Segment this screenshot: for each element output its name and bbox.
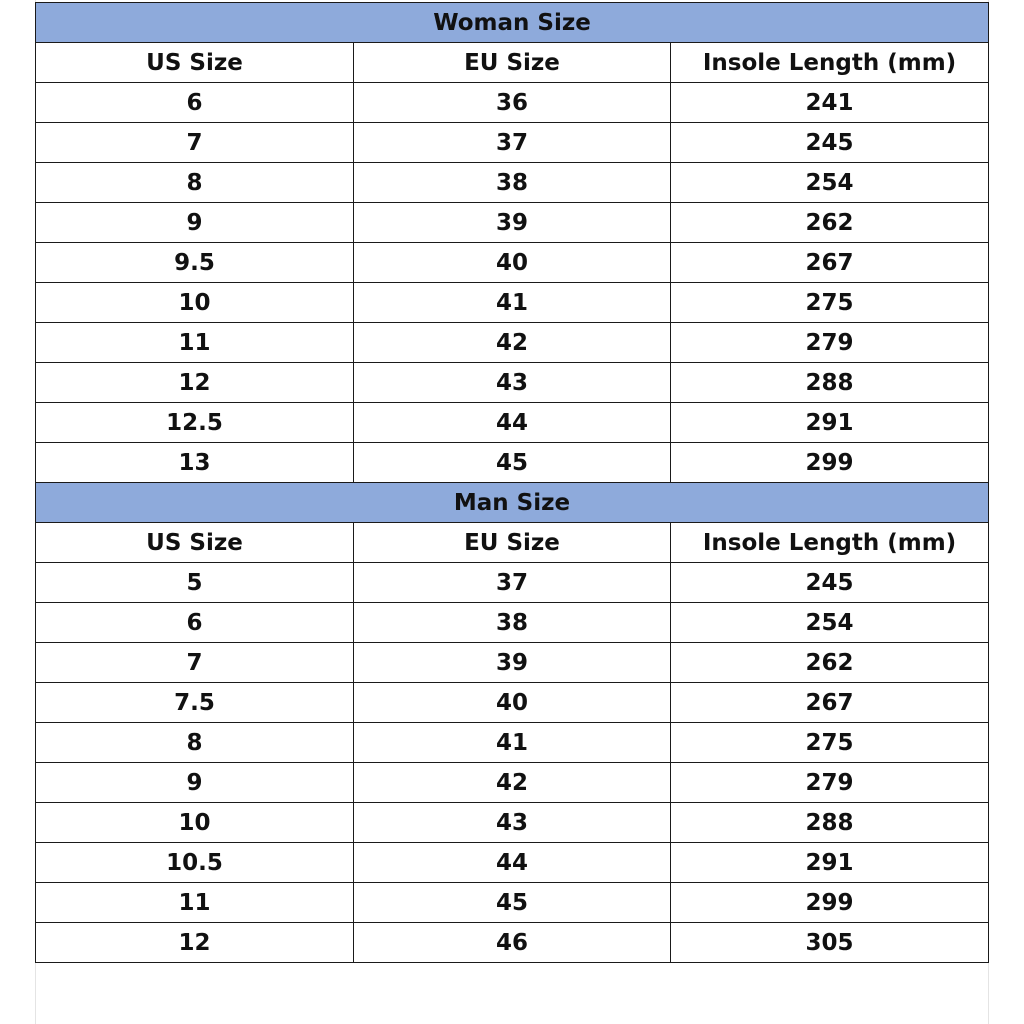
section-header-row <box>36 483 989 523</box>
table-row <box>36 403 989 443</box>
us-size-cell: 12 <box>36 363 354 403</box>
eu-size-cell: 42 <box>354 763 671 803</box>
us-size-cell: 10 <box>36 803 354 843</box>
us-size-cell: 8 <box>36 163 354 203</box>
us-size-cell: 7.5 <box>36 683 354 723</box>
us-size-cell: 10.5 <box>36 843 354 883</box>
us-size-cell: 9.5 <box>36 243 354 283</box>
insole-length-cell: 279 <box>671 323 989 363</box>
insole-length-cell: 254 <box>671 603 989 643</box>
insole-length-cell: 299 <box>671 883 989 923</box>
us-size-cell: 12.5 <box>36 403 354 443</box>
table-row <box>36 123 989 163</box>
eu-size-cell: 37 <box>354 123 671 163</box>
us-size-cell: 10 <box>36 283 354 323</box>
us-size-cell: 5 <box>36 563 354 603</box>
table-row <box>36 363 989 403</box>
column-header-row <box>36 43 989 83</box>
column-header-us-size: US Size <box>36 523 354 563</box>
eu-size-cell: 41 <box>354 723 671 763</box>
insole-length-cell: 245 <box>671 123 989 163</box>
eu-size-cell: 36 <box>354 83 671 123</box>
insole-length-cell: 288 <box>671 363 989 403</box>
table-row <box>36 283 989 323</box>
eu-size-cell: 39 <box>354 203 671 243</box>
insole-length-cell: 275 <box>671 723 989 763</box>
insole-length-cell: 245 <box>671 563 989 603</box>
size-chart-body <box>36 3 989 963</box>
table-row <box>36 443 989 483</box>
section-title: Woman Size <box>36 3 989 43</box>
eu-size-cell: 45 <box>354 443 671 483</box>
insole-length-cell: 262 <box>671 203 989 243</box>
table-row <box>36 683 989 723</box>
insole-length-cell: 267 <box>671 243 989 283</box>
insole-length-cell: 299 <box>671 443 989 483</box>
table-row <box>36 923 989 963</box>
table-row <box>36 243 989 283</box>
eu-size-cell: 40 <box>354 243 671 283</box>
table-row <box>36 163 989 203</box>
insole-length-cell: 275 <box>671 283 989 323</box>
eu-size-cell: 44 <box>354 403 671 443</box>
insole-length-cell: 291 <box>671 843 989 883</box>
column-header-insole-length: Insole Length (mm) <box>671 43 989 83</box>
table-row <box>36 643 989 683</box>
column-header-eu-size: EU Size <box>354 43 671 83</box>
table-row <box>36 323 989 363</box>
eu-size-cell: 37 <box>354 563 671 603</box>
section-title: Man Size <box>36 483 989 523</box>
insole-length-cell: 279 <box>671 763 989 803</box>
eu-size-cell: 38 <box>354 163 671 203</box>
us-size-cell: 7 <box>36 643 354 683</box>
column-header-insole-length: Insole Length (mm) <box>671 523 989 563</box>
eu-size-cell: 44 <box>354 843 671 883</box>
us-size-cell: 13 <box>36 443 354 483</box>
us-size-cell: 11 <box>36 883 354 923</box>
insole-length-cell: 305 <box>671 923 989 963</box>
size-chart-table <box>35 2 989 963</box>
eu-size-cell: 38 <box>354 603 671 643</box>
insole-length-cell: 288 <box>671 803 989 843</box>
us-size-cell: 9 <box>36 763 354 803</box>
eu-size-cell: 41 <box>354 283 671 323</box>
eu-size-cell: 42 <box>354 323 671 363</box>
insole-length-cell: 241 <box>671 83 989 123</box>
eu-size-cell: 40 <box>354 683 671 723</box>
table-row <box>36 563 989 603</box>
table-row <box>36 203 989 243</box>
table-row <box>36 883 989 923</box>
eu-size-cell: 43 <box>354 363 671 403</box>
column-header-row <box>36 523 989 563</box>
us-size-cell: 9 <box>36 203 354 243</box>
us-size-cell: 11 <box>36 323 354 363</box>
us-size-cell: 12 <box>36 923 354 963</box>
column-header-eu-size: EU Size <box>354 523 671 563</box>
insole-length-cell: 267 <box>671 683 989 723</box>
insole-length-cell: 262 <box>671 643 989 683</box>
table-row <box>36 763 989 803</box>
insole-length-cell: 254 <box>671 163 989 203</box>
table-row <box>36 803 989 843</box>
eu-size-cell: 43 <box>354 803 671 843</box>
eu-size-cell: 39 <box>354 643 671 683</box>
eu-size-cell: 46 <box>354 923 671 963</box>
us-size-cell: 6 <box>36 83 354 123</box>
table-row <box>36 723 989 763</box>
table-row <box>36 843 989 883</box>
insole-length-cell: 291 <box>671 403 989 443</box>
eu-size-cell: 45 <box>354 883 671 923</box>
table-row <box>36 603 989 643</box>
us-size-cell: 7 <box>36 123 354 163</box>
section-header-row <box>36 3 989 43</box>
table-row <box>36 83 989 123</box>
us-size-cell: 6 <box>36 603 354 643</box>
column-header-us-size: US Size <box>36 43 354 83</box>
us-size-cell: 8 <box>36 723 354 763</box>
